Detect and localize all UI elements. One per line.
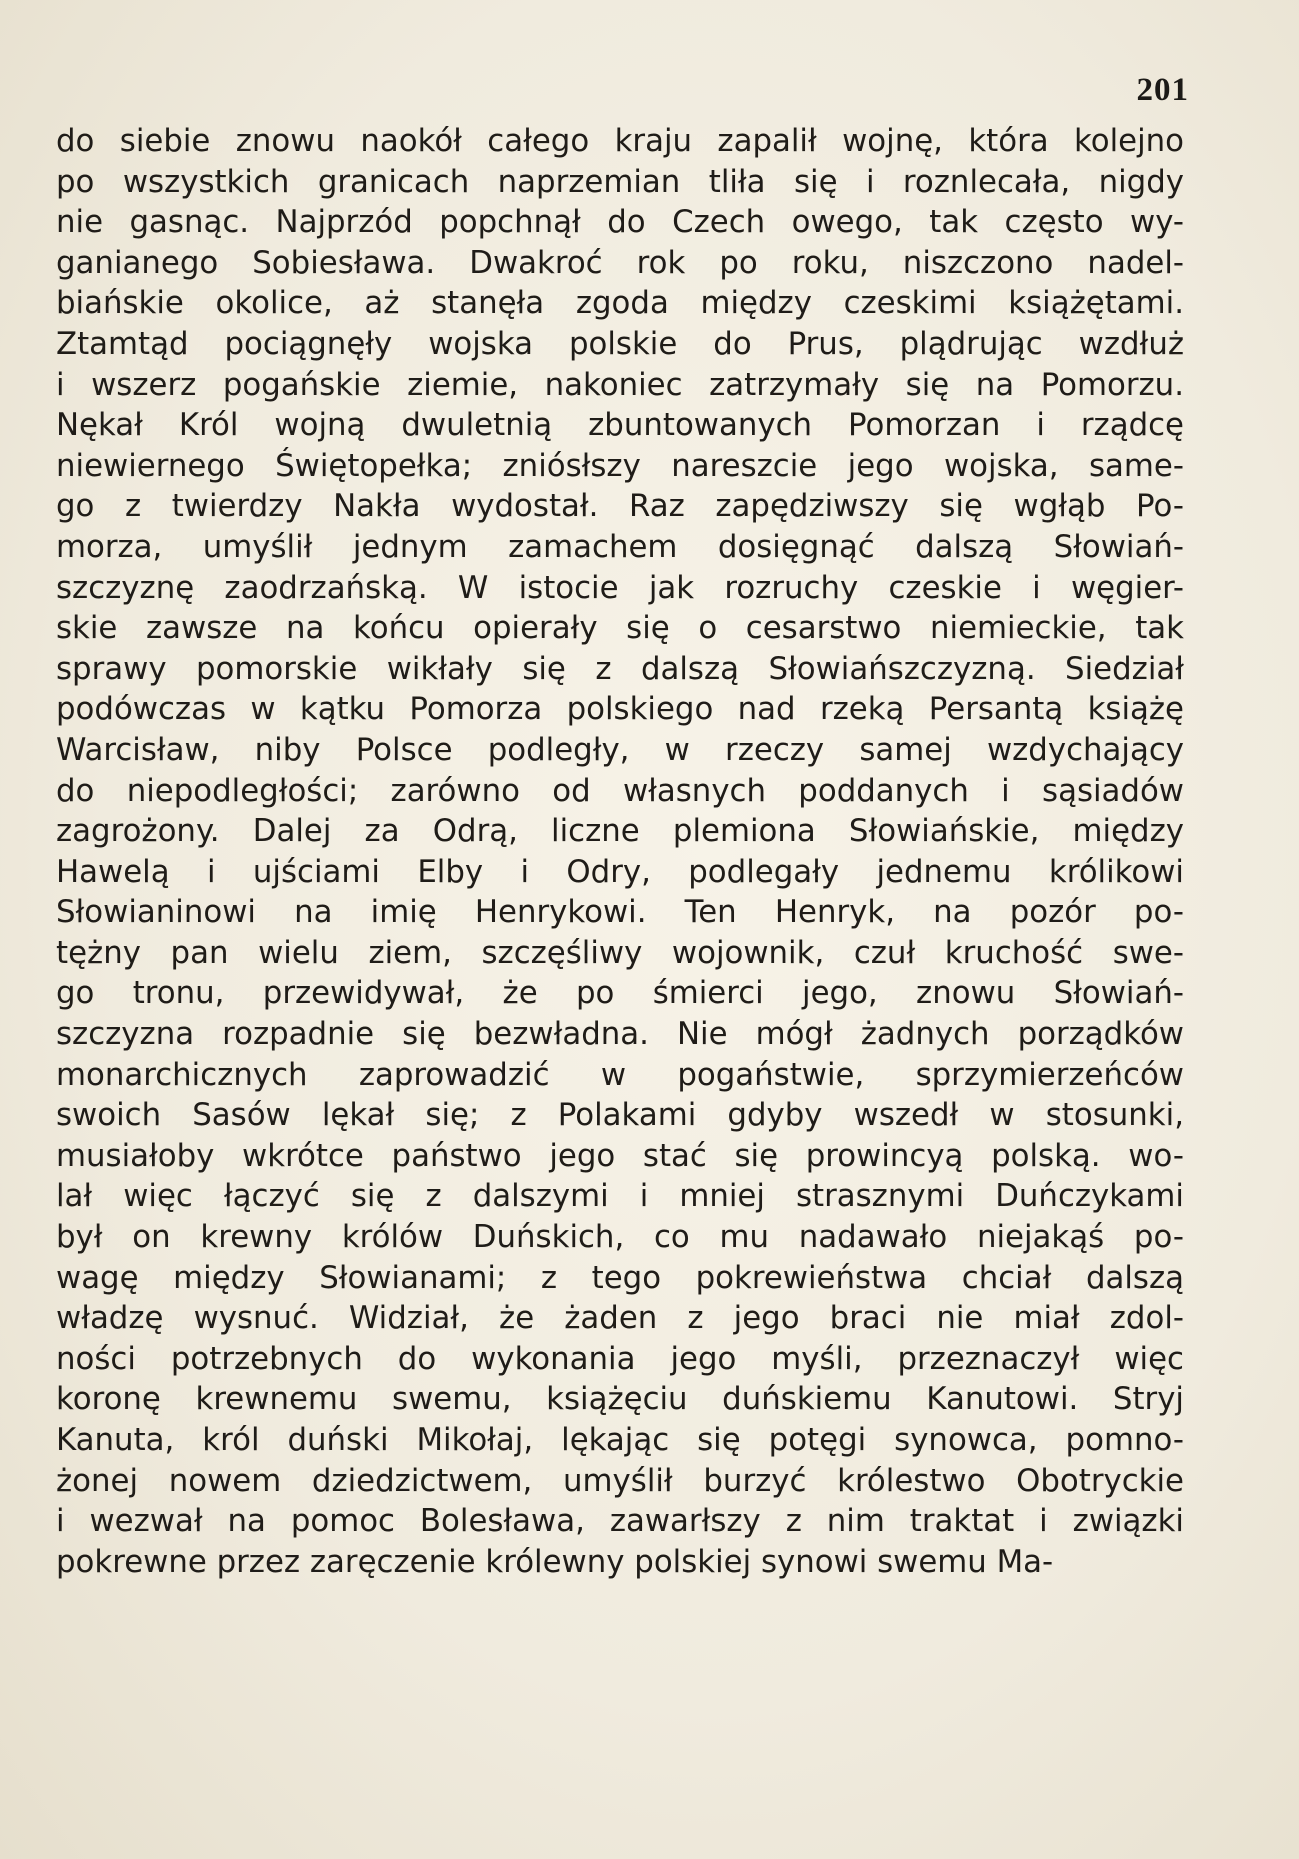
text-line: był on krewny królów Duńskich, co mu nadawało niejakąś po- (56, 1219, 1184, 1256)
text-line: ności potrzebnych do wykonania jego myśli, przeznaczył więc (56, 1340, 1184, 1377)
text-line: tężny pan wielu ziem, szczęśliwy wojownik, czuł kruchość swe- (56, 934, 1184, 971)
text-line: go z twierdzy Nakła wydostał. Raz zapędziwszy się wgłąb Po- (56, 488, 1184, 525)
text-line: biańskie okolice, aż stanęła zgoda między czeskimi książętami. (56, 285, 1184, 322)
text-line: skie zawsze na końcu opierały się o cesarstwo niemieckie, tak (56, 610, 1184, 647)
text-line: do siebie znowu naokół całego kraju zapalił wojnę, która kolejno (56, 123, 1184, 159)
text-line: do niepodległości; zarówno od własnych poddanych i sąsiadów (56, 772, 1184, 809)
text-line: nie gasnąc. Najprzód popchnął do Czech owego, tak często wy- (56, 204, 1184, 241)
text-line: żonej nowem dziedzictwem, umyślił burzyć królestwo Obotryckie (56, 1462, 1184, 1499)
text-line: lał więc łączyć się z dalszymi i mniej strasznymi Duńczykami (56, 1178, 1184, 1215)
text-line: zagrożony. Dalej za Odrą, liczne plemiona Słowiańskie, między (56, 813, 1184, 850)
text-line: ganianego Sobiesława. Dwakroć rok po roku, niszczono nadel- (56, 244, 1184, 281)
text-line: Kanuta, król duński Mikołaj, lękając się potęgi synowca, pomno- (56, 1422, 1184, 1458)
text-line: po wszystkich granicach naprzemian tliła się i roznlecała, nigdy (56, 163, 1184, 200)
text-line: podówczas w kątku Pomorza polskiego nad rzeką Persantą książę (56, 691, 1184, 728)
text-line: i wszerz pogańskie ziemie, nakoniec zatrzymały się na Pomorzu. (56, 366, 1184, 403)
text-line: Ztamtąd pociągnęły wojska polskie do Prus, plądrując wzdłuż (56, 325, 1184, 362)
text-line: Warcisław, niby Polsce podległy, w rzeczy samej wzdychający (56, 731, 1184, 768)
text-line: niewiernego Świętopełka; zniósłszy nareszcie jego wojska, same- (56, 447, 1184, 484)
text-line: Hawelą i ujściami Elby i Odry, podlegały jednemu królikowi (56, 853, 1184, 890)
text-line: władzę wysnuć. Widział, że żaden z jego braci nie miał zdol- (56, 1300, 1184, 1337)
text-line: wagę między Słowianami; z tego pokrewieństwa chciał dalszą (56, 1259, 1184, 1296)
page-number: 201 (1136, 72, 1189, 108)
text-line: pokrewne przez zaręczenie królewny polskiej synowi swemu Ma- (56, 1543, 1054, 1580)
text-line: musiałoby wkrótce państwo jego stać się prowincyą polską. wo- (56, 1137, 1184, 1174)
text-line: Nękał Król wojną dwuletnią zbuntowanych Pomorzan i rządcę (56, 407, 1184, 444)
text-line: Słowianinowi na imię Henrykowi. Ten Henryk, na pozór po- (56, 894, 1184, 931)
text-line: sprawy pomorskie wikłały się z dalszą Słowiańszczyzną. Siedział (56, 650, 1184, 687)
text-line: szczyznę zaodrzańską. W istocie jak rozruchy czeskie i węgier- (56, 569, 1184, 606)
text-line: swoich Sasów lękał się; z Polakami gdyby wszedł w stosunki, (56, 1097, 1184, 1134)
text-line: go tronu, przewidywał, że po śmierci jego, znowu Słowiań- (56, 975, 1184, 1012)
text-line: koronę krewnemu swemu, książęciu duńskiemu Kanutowi. Stryj (56, 1381, 1184, 1418)
text-line: szczyzna rozpadnie się bezwładna. Nie mógł żadnych porządków (56, 1016, 1184, 1053)
text-line: monarchicznych zaprowadzić w pogaństwie, sprzymierzeńców (56, 1056, 1184, 1093)
text-line: morza, umyślił jednym zamachem dosięgnąć dalszą Słowiań- (56, 528, 1184, 565)
page-body-text (56, 121, 1184, 1582)
text-line: i wezwał na pomoc Bolesława, zawarłszy z nim traktat i związki (56, 1503, 1184, 1540)
